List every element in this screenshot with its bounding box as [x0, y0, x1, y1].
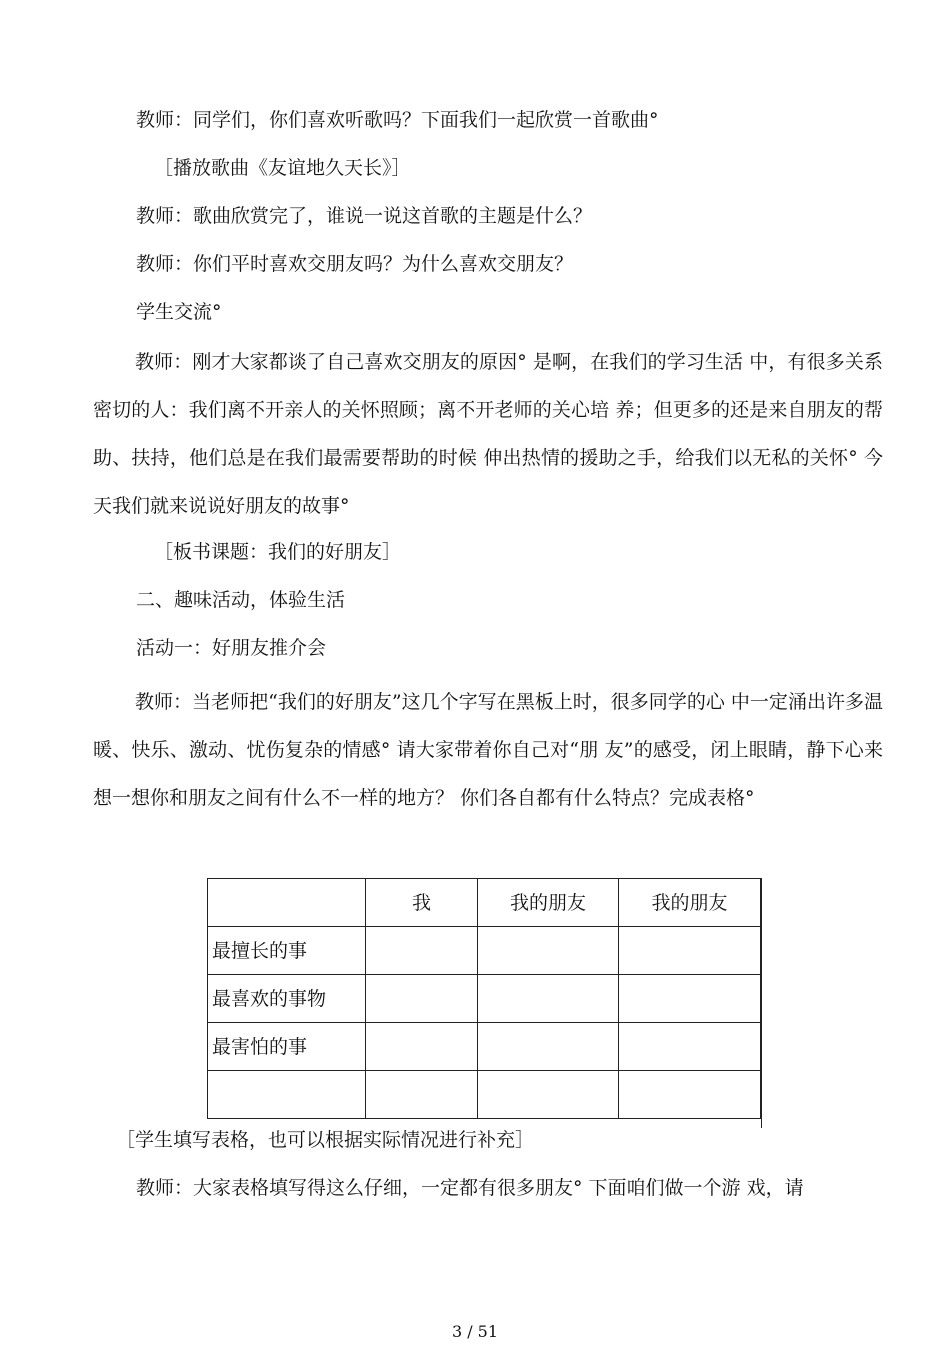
friend-table: [207, 878, 761, 1119]
table-cell: [619, 1023, 761, 1071]
table-cell: [478, 1023, 619, 1071]
table-cell: [366, 1023, 478, 1071]
text-line-6: ［板书课题：我们的好朋友］: [154, 541, 402, 563]
text-line-5: 学生交流°: [136, 301, 222, 323]
table-cell: 最喜欢的事物: [208, 975, 366, 1023]
text-line-1: 教师：同学们，你们喜欢听歌吗？下面我们一起欣赏一首歌曲°: [136, 109, 659, 131]
table-header-cell: 我的朋友: [619, 879, 761, 927]
table-cell: [366, 927, 478, 975]
paragraph-1: 教师：刚才大家都谈了自己喜欢交朋友的原因° 是啊，在我们的学习生活 中，有很多关系密切的人：我们离不开亲人的关怀照顾；离不开老师的关心培 养；但更多的还是来自朋友的帮助、扶持，他们总是在我们最需要帮助的时候 伸出热情的援助之手，给我们以无私的关怀° 今天我们就来说说好朋友的故事°: [93, 351, 883, 517]
table-row: [208, 975, 761, 1023]
table-cell: 最擅长的事: [208, 927, 366, 975]
table-header-cell: 我: [366, 879, 478, 927]
page-number: 3 / 51: [451, 1322, 499, 1341]
text-line-4: 教师：你们平时喜欢交朋友吗？为什么喜欢交朋友？: [136, 253, 574, 275]
text-line-2: ［播放歌曲《友谊地久天长》］: [154, 157, 411, 179]
table-header-cell: 我的朋友: [478, 879, 619, 927]
activity-heading: 活动一：好朋友推介会: [136, 637, 327, 659]
table-cell: [619, 927, 761, 975]
text-line-9: ［学生填写表格，也可以根据实际情况进行补充］: [116, 1129, 535, 1151]
table-cell: [366, 975, 478, 1023]
text-line-3: 教师：歌曲欣赏完了，谁说一说这首歌的主题是什么？: [136, 205, 593, 227]
table-cell: [366, 1071, 478, 1119]
table-cell: [619, 975, 761, 1023]
table-row: [208, 927, 761, 975]
table-cell: [478, 927, 619, 975]
section-heading: 二、趣味活动，体验生活: [136, 589, 346, 611]
table-cell: [478, 975, 619, 1023]
paragraph-2: 教师：当老师把“我们的好朋友”这几个字写在黑板上时，很多同学的心 中一定涌出许多温暖、快乐、激动、忧伤复杂的情感° 请大家带着你自己对“朋 友”的感受，闭上眼睛，静下心来想一想你和朋友之间有什么不一样的地方？ 你们各自都有什么特点？完成表格°: [93, 691, 883, 809]
table-cell: [619, 1071, 761, 1119]
table-cell: [208, 1071, 366, 1119]
table-row: [208, 1071, 761, 1119]
table-row: [208, 1023, 761, 1071]
table-cell: [478, 1071, 619, 1119]
text-line-10: 教师：大家表格填写得这么仔细，一定都有很多朋友° 下面咱们做一个游 戏，请: [136, 1177, 804, 1199]
table-cell: 最害怕的事: [208, 1023, 366, 1071]
table-header-row: [208, 879, 761, 927]
table-header-cell: [208, 879, 366, 927]
table-border-edge: [761, 878, 762, 1128]
